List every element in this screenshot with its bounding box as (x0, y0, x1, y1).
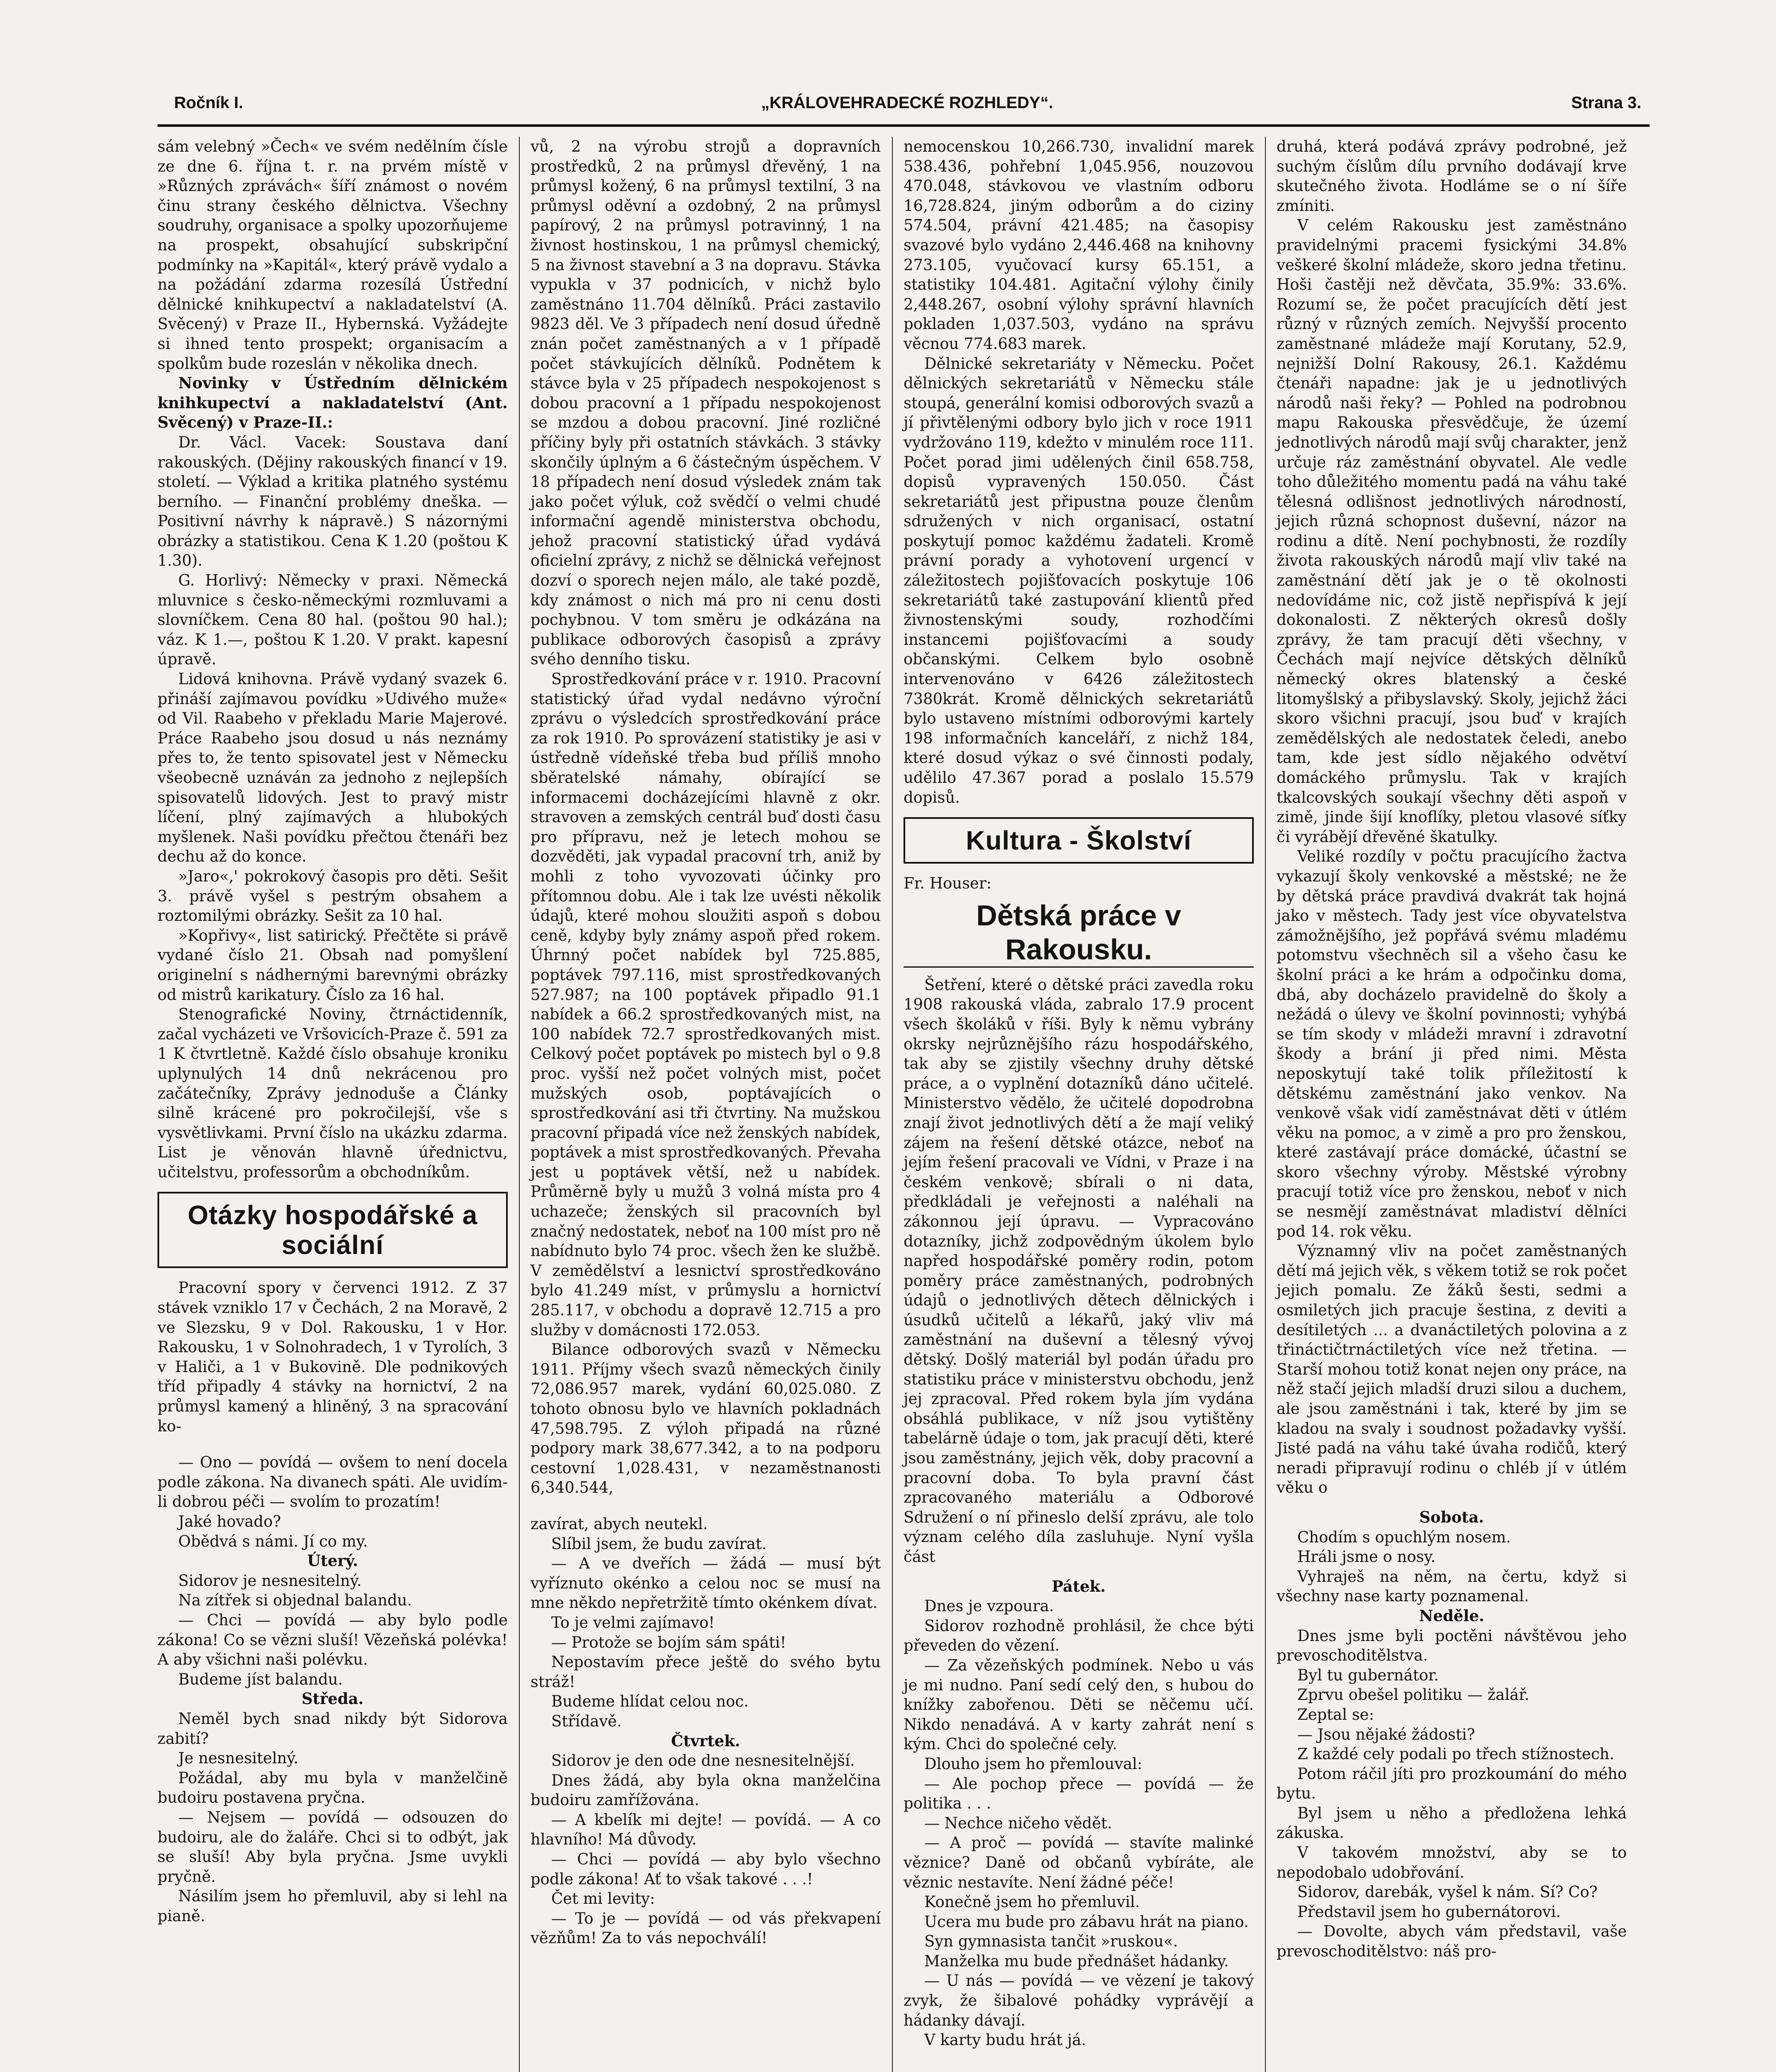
story-line: Budeme hlídat celou noc. (551, 1692, 749, 1711)
story-line: Potom ráčil jíti pro prozkoumání do mého bytu. (1277, 1765, 1627, 1803)
section-box-culture: Kultura - Školství (904, 817, 1254, 864)
story-line: Byl tu gubernátor. (1297, 1666, 1439, 1684)
col1-paragraph: sám velebný »Čech« ve svém nedělním čísle ze dne 6. října t. r. na prvém místě v »Různých zprávách« šíří známost o novém činu strany českého dělnictva. Všechny soudruhy, organisace a spolky upozorňujeme na prospekt, obsahující subskripční podmínky na »Kapitál«, který právě vydalo a na požádání zdarma rozesílá Ústřední dělnické knihkupectví a nakladatelství (A. Svěcený) v Praze II., Hybernská. Vyžádejte si ihned tento prospekt; organisacím a spolkům bude rozeslán v několika dnech. (157, 138, 508, 373)
story-line: — Nechce ničeho vědět. (924, 1814, 1112, 1832)
col1-paragraph: »Jaro«,' pokrokový časopis pro děti. Sešit 3. právě vyšel s pestrým obsahem a roztomilými obrázky. Sešit za 10 hal. (157, 867, 508, 925)
story-line: — Dovolte, abych vám představil, vaše prevoschoditělstvo: náš pro- (1277, 1922, 1627, 1961)
col1-paragraph: Lidová knihovna. Právě vydaný svazek 6. přináší zajímavou povídku »Udivého muže« od Vil. Raabeho v překladu Marie Majerové. Práce Raabeho jsou dosud u nás neznámy přes to, že tento spisovatel jest v Německu všeobecně uznáván za jednoho z nejlepších spisovatelů lidových. Jest to pravý mistr líčení, plný zajímavých a hlubokých myšlenek. Naši povídku přečtou čtenáři bez dechu až do konce. (157, 670, 508, 866)
story-line: Manželka mu bude přednášet hádanky. (924, 1952, 1229, 1970)
column-3 (904, 137, 1254, 2050)
col2-paragraph: Sprostředkování práce v r. 1910. Pracovní statistický úřad vydal nedávno výroční zprávu o výsledcích sprostředkování práce za rok 1910. Po sprovázení statistiky je asi v ústředně vídeňské třeba bud příliš mnoho sběratelské námahy, obírající se informacemi docházejícími hlavně z okr. stravoven a zemských centrál buď dosti času pro přípravu, než je letech mohou se dozvěděti, jak vypadal pracovní trh, aniž by mohli z toho vyvozovati účinky pro přítomnou dobu. Ale i tak lze uvésti několik údajů, které mohou sloužiti aspoň s dobou ceně, kdyby byly známy aspoň před rokem. Úhrnný počet nabídek byl 725.885, poptávek 797.116, mist sprostředkovaných 527.987; na 100 poptávek připadlo 91.1 nabídek a 66.2 sprostředkovaných mist, na 100 nabídek 72.7 sprostředkovaných mist. Celkový počet poptávek po mistech byl o 9.8 proc. vyšší než počet volných mist, počet mužských osob, poptávajících o sprostředkování asi tři čtvrtiny. Na mužskou pracovní připadá více než ženských nabídek, poptávek a mist sprostředkovaných. Převaha jest u poptávek větší, než u nabídek. Průměrně byly u mužů 3 volná místa pro 4 uchazeče; ženských sil pracovních byl značný nedostatek, neboť na 100 míst pro ně nabídnuto bylo 74 proc. všech žen ke službě. V zemědělství a lesnictví sprostředkováno bylo 41.249 míst, v průmyslu a hornictví 285.117, v obchodu a dopravě 12.715 a pro služby v domácnosti 172.053. (531, 670, 881, 1339)
section-box-economic: Otázky hospodářské a sociální (157, 1192, 508, 1268)
story-line: zavírat, abych neutekl. (531, 1515, 708, 1533)
col1-paragraph: Novinky v Ústředním dělnickém knihkupectví a nakladatelství (Ant. Svěcený) v Praze-II.: (157, 374, 508, 432)
story-line: Dnes jsme byli poctěni návštěvou jeho prevoschoditělstva. (1277, 1627, 1627, 1665)
story-line: Požádal, aby mu byla v manželčině budoiru postavena pryčna. (157, 1769, 508, 1807)
column-2 (531, 137, 881, 1948)
column-rule (1265, 137, 1266, 2072)
story-line: Neměl bych snad nikdy být Sidorova zabití? (157, 1709, 508, 1748)
spacer (531, 1498, 881, 1514)
volume-label: Ročník I. (174, 93, 243, 112)
story-line: — A ve dveřích — žádá — musí být vyříznuto okénko a celou noc se musí na mne někdo nepřetržitě tímto okénkem dívat. (531, 1554, 881, 1612)
spacer (904, 1567, 1254, 1577)
column-rule (519, 137, 520, 2072)
column-4 (1277, 137, 1627, 1961)
story-line: Syn gymnasista tančit »ruskou«. (924, 1932, 1178, 1951)
story-line: — Chci — povídá — aby bylo všechno podle zákona! Ať to však takové . . .! (531, 1850, 881, 1888)
story-line: Jaké hovado? (178, 1513, 281, 1530)
col1-paragraph: Stenografické Noviny, čtrnáctidenník, začal vycházeti ve Vršovicích-Praze č. 591 za 1 K čtvrtletně. Každé číslo obsahuje kroniku uplynulých 14 dnů nekrácenou pro začátečníky, Zprávy jednoduše a Články silně krácené pro pokročilejší, vše s vysvětlivkami. První číslo na ukázku zdarma. List je věnován hlavně úřednictvu, učitelstvu, professorům a obchodníkům. (157, 1005, 508, 1181)
article-title: Dětská práce v Rakousku. (904, 898, 1254, 968)
story-line: — Ono — povídá — ovšem to není docela podle zákona. Na divanech spáti. Ale uvidím-li dobrou péči — svolím to prozatím! (157, 1453, 508, 1511)
story-line: Ucera mu bude pro zábavu hrát na piano. (924, 1912, 1249, 1931)
day-heading: Pátek. (1052, 1577, 1106, 1595)
story-line: Obědvá s námi. Jí co my. (178, 1532, 368, 1550)
col4-paragraph: V celém Rakousku jest zaměstnáno pravidelnými pracemi fysickými 34.8% veškeré školní mládeže, skoro jedna třetinu. Hoši častěji než děvčata, 35.9%: 33.6%. Rozumí se, že počet pracujících dětí jest různý v různých zemích. Nejvyšší procento zaměstnané mládeže mají Korutany, 52.9, nejnižší Dolní Rakousy, 26.1. Každému čtenáři napadne: jak je u jednotlivých národů naši řeky? — Pohled na podrobnou mapu Rakouska přesvědčuje, že území jednotlivých národů mají svůj charakter, jenž určuje ráz zaměstnání obyvatel. Ale vedle toho důležitého momentu padá na váhu také tělesná odlišnost jednotlivých národností, jejich různá schopnost duševní, názor na rodinu a dítě. Není pochybnosti, že rozdíly života rakouských národů mají vliv také na zaměstnání dětí jak je o tě okolnosti nedovídáme nic, což jistě nepřispívá k její dokonalosti. Z některých okresů došly zprávy, že tam pracují děti všechny, v Čechách mají nejvíce dětských dělníků německý okres blatenský a české litomyšlský a přibyslavský. Skoly, jejichž žáci skoro všichni pracují, jsou buď v krajích zemědělských ale nedostatek čeledi, anebo tam, kde jest sídlo nějakého odvětví domáckého průmyslu. Tak v krajích tkalcovských soukají všechny děti aspoň v zimě, jinde šijí knoflíky, pletou vlasové síťky či vyrábějí dřevěné škatulky. (1277, 216, 1627, 846)
spacer (157, 1436, 508, 1452)
story-line: — U nás — povídá — ve vězení je takový zvyk, že šibalové pohádky vyprávějí a hádanky dávají. (904, 1972, 1254, 2029)
col1-paragraph: G. Horlivý: Německy v praxi. Německá mluvnice s česko-německými rozmluvami a slovníčkem. Cena 80 hal. (poštou 90 hal.); váz. K 1.—, poštou K 1.20. V prakt. kapesní úpravě. (157, 571, 508, 668)
day-heading: Čtvrtek. (671, 1731, 740, 1750)
col1-paragraph: »Kopřivy«, list satirický. Přečtěte si právě vydané číslo 21. Obsah nad pomyšlení originelní s nádhernými barevnými obrázky od mistrů karikatury. Číslo za 16 hal. (157, 926, 508, 1004)
story-line: Představil jsem ho gubernátorovi. (1297, 1903, 1561, 1921)
day-heading: Sobota. (1419, 1508, 1484, 1526)
col2-paragraph: Bilance odborových svazů v Německu 1911. Příjmy všech svazů německých činily 72,086.957 marek, vydání 60,025.080. Z tohoto obnosu bylo ve hlavních pokladnách 47,598.795. Z výloh připadá na různé podpory mark 38,677.342, a to na podporu cestovní 1,028.431, v nezaměstnanosti 6,340.544, (531, 1341, 881, 1497)
col3-paragraph: nemocenskou 10,266.730, invalidní marek 538.436, pohřební 1,045.956, nouzovou 470.048, stávkovou ve vlastním odboru 16,728.824, jiným odborům a do ciziny 574.504, právní 421.485; na časopisy svazové bylo vydáno 2,446.468 na knihovny 273.105, vyučovací kursy 65.151, a statistiky 104.481. Agitační výlohy činily 2,448.267, osobní výlohy správní hlavních pokladen 1,037.503, vydáno na správu věcnou 774.683 marek. (904, 138, 1254, 353)
col3-paragraph: Šetření, které o dětské práci zavedla roku 1908 rakouská vláda, zabralo 17.9 procent všech školáků v říši. Byly k němu vybrány okrsky nejrůznějšího rázu hospodářského, tak aby se zjistily všechny druhy dětské práce, a o vyplnění dotazníků dáno učitelé. Ministerstvo vědělo, že učitelé dopodrobna znají život jednotlivých dětí a že mají veliký zájem na řešení dětské otázce, neboť na jejím řešení pracovali ve Vídni, v Praze i na českém venkově; sbírali o ni data, předkládali je veřejnosti a naléhali na zákonnou její úpravu. — Vypracováno dotazníky, jichž zodpovědným úkolem bylo napřed hospodářské poměry rodin, potom poměry práce zaměstnaných, podrobných údajů o jednotlivých dětech dělnických i úsudků učitelů a lékařů, jaký vliv má zaměstnání na duševní a tělesný vývoj dětský. Došlý materiál byl podán úřadu pro statistiku práce v ministerstvu obchodu, jenž jej zpracoval. Před rokem byla jím vydána obsáhlá publikace, v níž jsou vytištěny tabelárně údaje o tom, jak pracují děti, které jsou zaměstnány, jejich věk, doby pracovní a pracovní doba. To byla pravní část zpracovaného materiálu a Odborové Sdružení o ní přineslo delší zprávu, ale tolo význam celého díla zasluhuje. Nyní vyšla část (904, 975, 1254, 1566)
story-line: — Chci — povídá — aby bylo podle zákona! Co se vězni sluší! Vězeňská polévka! A aby všichni naši polévku. (157, 1611, 508, 1669)
header-rule (157, 124, 1650, 127)
spacer (1277, 1498, 1627, 1508)
story-line: — To je — povídá — od vás překvapení vězňům! Za to vás nepochválí! (531, 1909, 881, 1947)
page-number: Strana 3. (1571, 93, 1641, 112)
story-line: To je velmi zajímavo! (551, 1613, 715, 1631)
column-1 (157, 137, 508, 1926)
story-line: Je nesnesitelný. (178, 1749, 298, 1767)
story-line: Zeptal se: (1297, 1705, 1374, 1723)
story-line: — Protože se bojím sám spáti! (551, 1633, 786, 1651)
story-line: Dlouho jsem ho přemlouval: (924, 1755, 1143, 1773)
day-heading: Středa. (301, 1690, 364, 1708)
story-line: Vyhraješ na něm, na čertu, když si všechny nase karty poznamenal. (1277, 1567, 1627, 1605)
story-line: — Za vězeňských podmínek. Nebo u vás je mi nudno. Paní sedí celý den, s hubou do knížky zabořenou. Děti se něčemu učí. Nikdo nenadává. A v karty zahrát není s kým. Chci do společné cely. (904, 1656, 1254, 1753)
story-line: Čet mi levity: (551, 1890, 655, 1908)
story-line: Sidorov rozhodně prohlásil, že chce býti převeden do vězení. (904, 1617, 1254, 1655)
story-line: V takovém množství, aby se to nepodobalo udobřování. (1277, 1844, 1627, 1881)
col1-paragraph: Dr. Václ. Vacek: Soustava daní rakouských. (Dějiny rakouských financí v 19. století. — Výklad a kritika platného systému berního. — Finanční problémy dneška. — Positivní návrhy k nápravě.) S názornými obrázky a statistikou. Cena K 1.20 (poštou K 1.30). (157, 433, 508, 570)
story-line: Budeme jíst balandu. (178, 1670, 343, 1688)
col4-paragraph: Významný vliv na počet zaměstnaných dětí má jejich věk, s věkem totiž se rok počet jejich pomalu. Ze žáků šesti, sedmi a osmiletých jich pracuje šestina, z deviti a desítiletých ... a dvanáctiletých polovina a z třináctičtrnáctiletých více než třetina. — Starší mohou totiž konat nejen ony práce, na něž stačí jejich mladší druzi silou a duchem, ale jsou zaměstnáni i tak, které by jim se kladou na svaly i soudnost požadavky vyšší. Jisté padá na váhu také úvaha rodičů, který neradi připravují rodinu o chléb jí v útlém věku o (1277, 1242, 1627, 1497)
story-line: Slíbil jsem, že budu zavírat. (551, 1535, 767, 1553)
story-line: — Ale pochop přece — povídá — že politika . . . (904, 1774, 1254, 1813)
story-line: Dnes je vzpoura. (924, 1597, 1054, 1615)
story-line: Hráli jsme o nosy. (1297, 1548, 1436, 1566)
page-header (174, 90, 1641, 115)
story-line: — Jsou nějaké žádosti? (1297, 1725, 1475, 1743)
story-line: Násilím jsem ho přemluvil, aby si lehl na pianě. (157, 1887, 508, 1925)
story-line: Z každé cely podali po třech stížnostech. (1297, 1745, 1614, 1763)
article-author: Fr. Houser: (904, 874, 992, 893)
story-line: Na zítřek si objednal balandu. (178, 1591, 412, 1610)
story-line: Konečně jsem ho přemluvil. (924, 1893, 1140, 1911)
story-line: — A proč — povídá — stavíte malinké věznice? Daně od občanů vybíráte, ale věznic nestavíte. Není žádné péče! (904, 1834, 1254, 1891)
col3-paragraph: Dělnické sekretariáty v Německu. Počet dělnických sekretariátů v Německu stále stoupá, generální komisi odborových svazů a jí přivtělenými odbory bylo jich v roce 1911 vydržováno 119, kdežto v minulém roce 111. Počet porad jimi udělených činil 658.758, dopisů vypravených 150.050. Část sekretariátů jest připustna pouze členům sdružených v nich organisací, ostatní poskytují pomoc každému žadateli. Kromě právní porady a vyhotovení urgencí v záležitostech pojišťovacích poskytuje 106 sekretariátů také zastupování klientů před živnostenskými soudy, rozhodčími instancemi pojišťovacími a soudy občanskými. Celkem bylo osobně intervenováno v 6426 záležitostech 7380krát. Kromě dělnických sekretariátů bylo ustaveno místními odborovými kartely 198 informačních kanceláří, z nichž 184, které dosud výkaz o své činnosti podaly, udělilo 47.367 porad a poslalo 15.579 dopisů. (904, 354, 1254, 806)
story-line: — Nejsem — povídá — odsouzen do budoiru, ale do žaláře. Chci si to odbýt, jak se sluší! Aby byla pryčna. Jsme uvykli pryčně. (157, 1808, 508, 1886)
story-line: — A kbelík mi dejte! — povídá. — A co hlavního! Má důvody. (531, 1811, 881, 1849)
story-line: V karty budu hrát já. (924, 2031, 1086, 2049)
story-line: Sidorov je den ode dne nesnesitelnější. (551, 1752, 855, 1770)
story-line: Nepostavím přece ještě do svého bytu stráž! (531, 1653, 881, 1691)
column-rule (892, 137, 893, 2072)
story-line: Byl jsem u něho a předložena lehká zákuska. (1277, 1804, 1627, 1842)
day-heading: Úterý. (307, 1552, 358, 1570)
col1-paragraph: Pracovní spory v červenci 1912. Z 37 stávek vzniklo 17 v Čechách, 2 na Moravě, 2 ve Slezsku, 9 v Dol. Rakousku, 1 v Hor. Rakousku, 1 v Solnohradech, 1 v Tyrolích, 3 v Haliči, a 1 v Bukovině. Dle podnikových tříd připadly 4 stávky na hornictví, 2 na průmysl kamený a hliněný, 3 na spracování ko- (157, 1279, 508, 1435)
story-line: Sidorov, darebák, vyšel k nám. Sí? Co? (1297, 1883, 1598, 1901)
story-line: Sidorov je nesnesitelný. (178, 1571, 362, 1590)
story-line: Chodím s opuchlým nosem. (1297, 1528, 1511, 1546)
col4-paragraph: druhá, která podává zprávy podrobné, jež suchým číslům dílu prvního dodávají krve skutečného života. Hodláme se o ní šíře zmíniti. (1277, 138, 1627, 215)
col4-paragraph: Veliké rozdíly v počtu pracujícího žactva vykazují školy venkovské a městské; ne že by dětská práce pravdivá dvakrát tak hojná jako v městech. Tady jest více obyvatelstva zámožnějšího, jež popřává svému mladému potomstvu všechněch sil a všeho času ke školní práci a ke hrám a odpočinku doma, dbá, aby docházelo pravidelně do školy a nežádá o úlevy ve školní povinnosti; vyhýbá se tím skody v mládeži mravní i zdravotní škody a brání ji před nimi. Města neposkytují také tolik příležitostí k dětskému zaměstnání jako venkov. Na venkově však vidí zaměstnávat děti v útlém věku na pomoc, a v zimě a pro pro ženskou, které zastávají práce domácké, účastní se skoro všechny výroby. Městské výrobny pracují totiž více pro ženskou, neboť v nich se nesmějí zaměstnávat mladiství dělníci pod 14. rok věku. (1277, 847, 1627, 1240)
story-line: Střídavě. (551, 1712, 622, 1730)
col2-paragraph: vů, 2 na výrobu strojů a dopravních prostředků, 2 na průmysl dřevěný, 1 na průmysl kožený, 6 na průmysl textilní, 3 na průmysl oděvní a ozdobný, 2 na průmysl papírový, 2 na průmysl potravinný, 1 na živnost hostinskou, 1 na průmysl chemický, 5 na živnost stavební a 3 na dopravu. Stávka vypukla v 37 podnicích, v nichž bylo zaměstnáno 11.704 dělníků. Práci zastavilo 9823 děl. Ve 3 případech není dosud úředně znán počet zaměstnaných a v 1 případě počet stávkujících dělníků. Podnětem k stávce byla v 25 případech nespokojenost s dobou pracovní a 1 případu nespokojenost se mzdou a dobou pracovní. Jiné rozličné příčiny byly při ostatních stávkách. 3 stávky skončily úplným a 6 částečným úspěchem. V 18 případech není dosud výsledek znám tak jako počet výluk, což svědčí o velmi chudé informační agendě ministerstva obchodu, jehož pracovní statistický úřad vydává oficielní zprávy, z nichž se dělnická veřejnost dozví o sporech nejen málo, ale také pozdě, kdy známost o nich má pro ni cenu dosti pochybnou. V tom směru je odkázána na publikace odborových časopisů a zprávy svého denního tisku. (531, 138, 881, 668)
story-line: Zprvu obešel politiku — žalář. (1297, 1686, 1529, 1704)
day-heading: Neděle. (1419, 1606, 1485, 1625)
newspaper-title: „KRÁLOVEHRADECKÉ ROZHLEDY“. (761, 93, 1054, 112)
story-line: Dnes žádá, aby byla okna manželčina budoiru zamřížována. (531, 1771, 881, 1809)
